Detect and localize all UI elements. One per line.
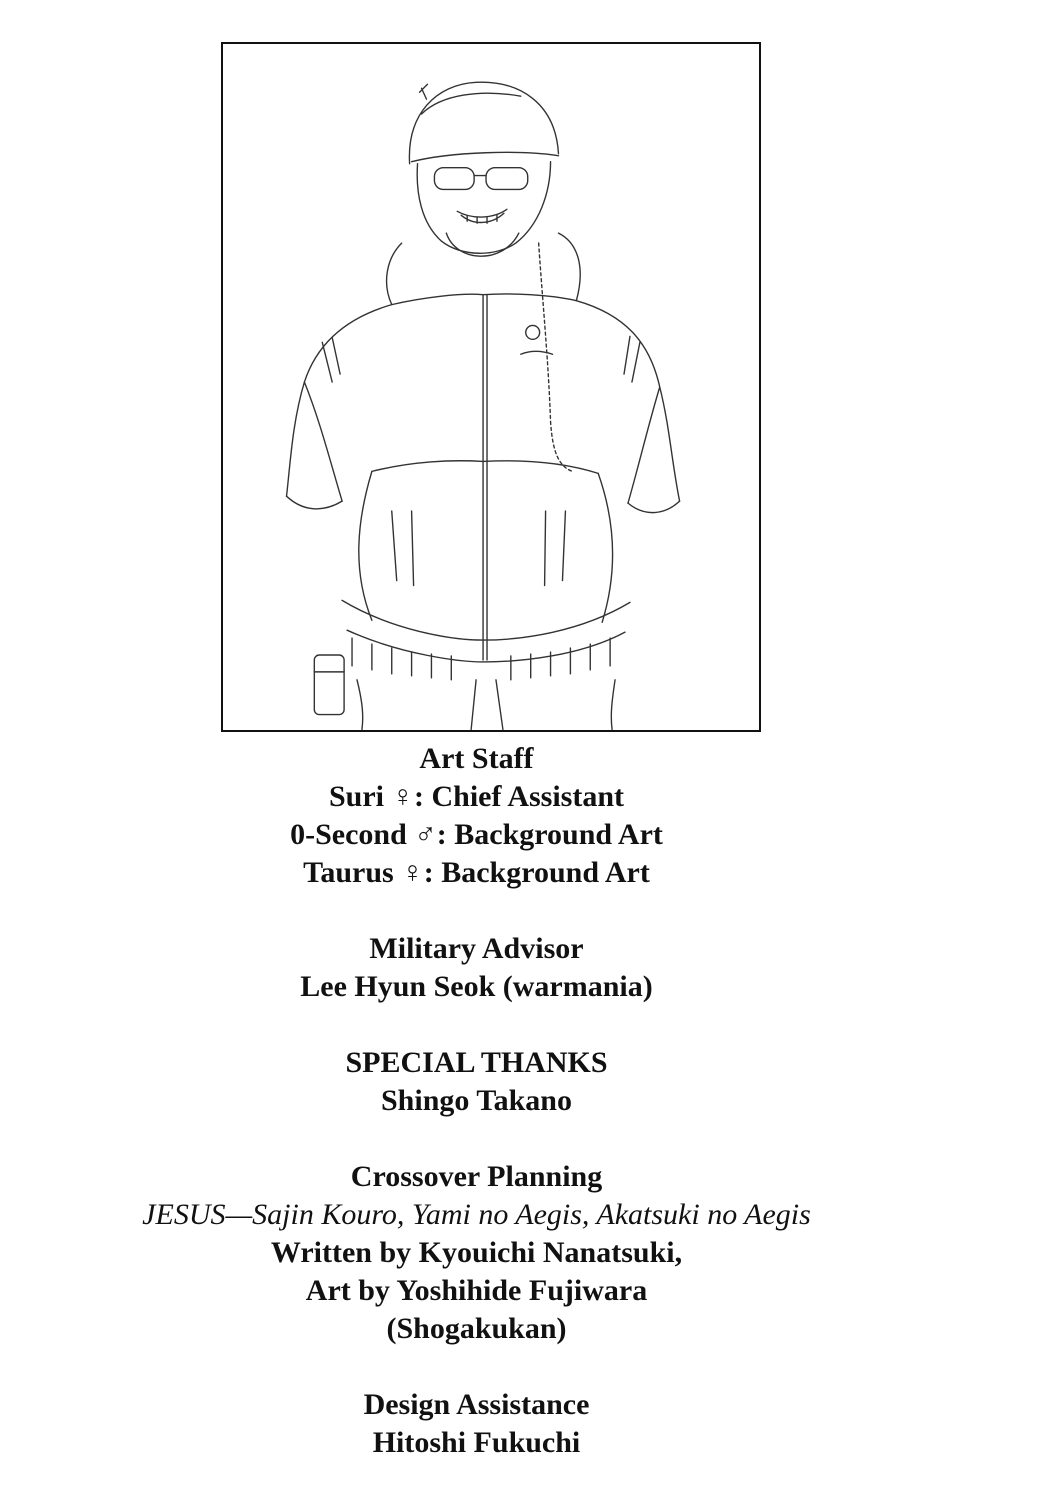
crossover-art-by: Art by Yoshihide Fujiwara: [305, 1274, 648, 1307]
crossover-planning-heading: Crossover Planning: [350, 1160, 603, 1193]
military-advisor-heading: Military Advisor: [369, 932, 584, 965]
special-thanks-name: Shingo Takano: [381, 1084, 572, 1117]
illustration-frame: [221, 42, 761, 732]
crossover-written-by: Written by Kyouichi Nanatsuki,: [270, 1236, 683, 1269]
crossover-titles: JESUS—Sajin Kouro, Yami no Aegis, Akatsuki no Aegis: [142, 1198, 811, 1231]
credits-block: [0, 740, 953, 1462]
art-staff-heading: Art Staff: [419, 742, 534, 775]
crossover-publisher: (Shogakukan): [386, 1312, 567, 1345]
design-assistance-name: Hitoshi Fukuchi: [372, 1426, 581, 1459]
art-staff-line-3: Taurus ♀: Background Art: [303, 856, 650, 889]
art-staff-line-1: Suri ♀: Chief Assistant: [328, 780, 625, 813]
design-assistance-heading: Design Assistance: [363, 1388, 590, 1421]
special-thanks-heading: SPECIAL THANKS: [345, 1046, 608, 1079]
military-advisor-name: Lee Hyun Seok (warmania): [300, 970, 653, 1003]
sketch-illustration: [223, 44, 759, 730]
art-staff-line-2: 0-Second ♂: Background Art: [290, 818, 663, 851]
